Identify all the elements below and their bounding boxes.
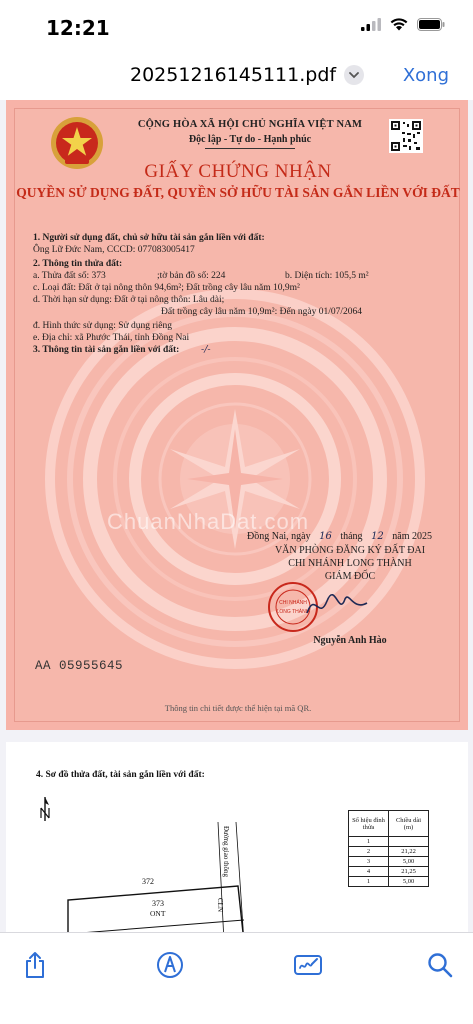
section-2-heading: 2. Thông tin thửa đất: bbox=[33, 259, 123, 269]
signature-icon bbox=[293, 953, 323, 977]
usage-term-line-1: d. Thời hạn sử dụng: Đất ở tại nông thôn: Lâu dài; bbox=[33, 295, 225, 305]
svg-text:CHI NHÁNH: CHI NHÁNH bbox=[279, 600, 307, 606]
certificate-frame bbox=[14, 108, 460, 722]
watermark-text: ChuanNhaDat.com bbox=[107, 509, 310, 534]
parcel-372-label: 372 bbox=[142, 877, 154, 886]
table-row bbox=[349, 867, 429, 877]
vertex-length-table bbox=[348, 810, 429, 887]
owner-line: Ông Lữ Đức Nam, CCCD: 077083005417 bbox=[33, 245, 195, 255]
parcel-373-label: 373 bbox=[152, 899, 164, 908]
parcel-address: e. Địa chỉ: xã Phước Thái, tỉnh Đồng Nai bbox=[33, 333, 190, 343]
parcel-area: b. Diện tích: 105,5 m² bbox=[285, 271, 369, 281]
document-title: 20251216145111.pdf bbox=[130, 64, 337, 86]
table-cell: 4 bbox=[349, 867, 389, 877]
date-month-label: tháng bbox=[340, 531, 363, 542]
pdf-viewer[interactable] bbox=[0, 100, 473, 932]
table-cell: 21,22 bbox=[389, 847, 429, 857]
wifi-icon bbox=[390, 18, 408, 31]
document-title-menu[interactable] bbox=[130, 64, 364, 86]
table-cell: 1 bbox=[349, 837, 389, 847]
markup-button[interactable] bbox=[154, 949, 186, 981]
cellular-signal-icon bbox=[361, 18, 381, 31]
table-row bbox=[349, 877, 429, 887]
issue-date bbox=[247, 531, 432, 542]
usage-form: đ. Hình thức sử dụng: Sử dụng riêng bbox=[33, 321, 172, 331]
certificate-title: GIẤY CHỨNG NHẬN bbox=[144, 161, 332, 182]
office-seal-stamp bbox=[263, 577, 373, 637]
bottom-toolbar bbox=[0, 932, 473, 1024]
signer-name: Nguyễn Anh Hào bbox=[313, 635, 387, 646]
table-header-vertex: Số hiệu đỉnh thửa bbox=[349, 811, 389, 837]
pdf-page-1 bbox=[6, 100, 468, 730]
status-time: 12:21 bbox=[46, 16, 110, 40]
office-line-2: CHI NHÁNH LONG THÀNH bbox=[288, 558, 412, 569]
status-bar bbox=[0, 0, 473, 52]
battery-icon bbox=[417, 18, 445, 31]
markup-pen-icon bbox=[156, 951, 184, 979]
status-icons bbox=[361, 18, 445, 31]
header-motto: Độc lập - Tự do - Hạnh phúc bbox=[188, 134, 312, 145]
table-cell: 5,00 bbox=[389, 877, 429, 887]
done-button[interactable]: Xong bbox=[402, 65, 449, 86]
certificate-content bbox=[15, 109, 461, 723]
table-cell: 1 bbox=[349, 877, 389, 887]
header-country: CỘNG HÒA XÃ HỘI CHỦ NGHĨA VIỆT NAM bbox=[137, 119, 363, 130]
map-sheet-number: ;tờ bản đồ số: 224 bbox=[157, 271, 226, 281]
date-prefix: Đồng Nai, ngày bbox=[247, 531, 311, 542]
section-3-value: -/- bbox=[201, 344, 211, 355]
svg-text:LONG THÀNH: LONG THÀNH bbox=[276, 609, 310, 615]
section-1-heading: 1. Người sử dụng đất, chủ sở hữu tài sản gắn liền với đất: bbox=[33, 233, 265, 243]
date-day: 16 bbox=[319, 531, 332, 542]
parcel-diagram bbox=[58, 802, 258, 932]
office-line-1: VĂN PHÒNG ĐĂNG KÝ ĐẤT ĐAI bbox=[274, 545, 426, 556]
share-button[interactable] bbox=[19, 949, 51, 981]
qr-code[interactable] bbox=[389, 119, 423, 153]
road-label: Đường giao thông bbox=[222, 826, 230, 878]
table-cell: 21,25 bbox=[389, 867, 429, 877]
chevron-down-icon[interactable] bbox=[344, 65, 364, 85]
section-4-heading: 4. Sơ đồ thửa đất, tài sản gắn liền với đất: bbox=[36, 770, 205, 780]
table-cell bbox=[389, 837, 429, 847]
signature-button[interactable] bbox=[292, 949, 324, 981]
qr-footer-note: Thông tin chi tiết được thể hiện tại mã QR. bbox=[164, 703, 312, 713]
table-row bbox=[349, 857, 429, 867]
table-row bbox=[349, 847, 429, 857]
usage-term-line-2: Đất trồng cây lâu năm 10,9m²: Đến ngày 01/07/2064 bbox=[161, 307, 362, 317]
table-cell: 5,00 bbox=[389, 857, 429, 867]
search-icon bbox=[427, 952, 453, 978]
land-type: c. Loại đất: Đất ở tại nông thôn 94,6m²; Đất trồng cây lâu năm 10,9m² bbox=[33, 283, 300, 293]
table-cell: 2 bbox=[349, 847, 389, 857]
section-3-heading: 3. Thông tin tài sản gắn liền với đất: bbox=[33, 345, 180, 355]
header-underline bbox=[205, 148, 295, 149]
certificate-subtitle: QUYỀN SỬ DỤNG ĐẤT, QUYỀN SỞ HỮU TÀI SẢN GẮN LIỀN VỚI ĐẤT bbox=[16, 185, 460, 200]
table-header-length: Chiều dài (m) bbox=[389, 811, 429, 837]
serial-number: AA 05955645 bbox=[35, 659, 124, 673]
north-arrow-icon bbox=[38, 796, 52, 822]
search-button[interactable] bbox=[424, 949, 456, 981]
signer-position: GIÁM ĐỐC bbox=[324, 571, 376, 582]
pdf-page-2 bbox=[6, 742, 468, 932]
cln-label: CLN bbox=[216, 898, 224, 912]
table-cell: 3 bbox=[349, 857, 389, 867]
navigation-bar bbox=[0, 52, 473, 100]
date-year: năm 2025 bbox=[392, 531, 433, 542]
date-month: 12 bbox=[371, 531, 384, 542]
table-row bbox=[349, 837, 429, 847]
share-icon bbox=[23, 951, 47, 979]
land-type-label: ONT bbox=[150, 909, 166, 918]
parcel-number: a. Thửa đất số: 373 bbox=[33, 271, 106, 281]
